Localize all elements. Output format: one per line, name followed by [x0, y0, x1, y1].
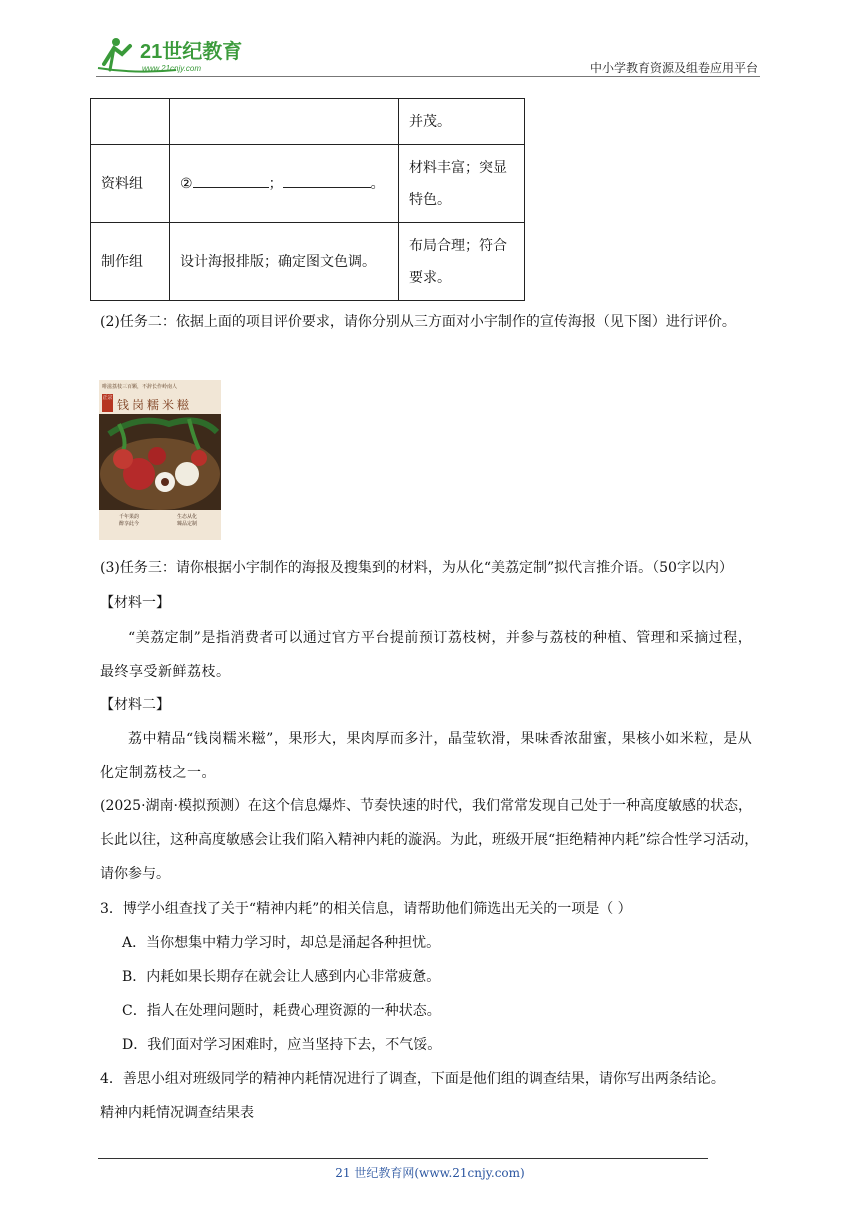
table-row: [91, 223, 525, 301]
task3-text: (3)任务三：请你根据小宇制作的海报及搜集到的材料，为从化“美荔定制”拟代言推介语。（50字以内）: [100, 560, 733, 576]
task2-text: (2)任务二：依据上面的项目评价要求，请你分别从三方面对小宇制作的宣传海报（见下图）进行评价。: [100, 314, 736, 330]
activity-intro: (2025·湖南·模拟预测）在这个信息爆炸、节奏快速的时代，我们常常发现自己处于一种高度敏感的状态，长此以往，这种高度敏感会让我们陷入精神内耗的漩涡。为此，班级开展“拒绝精神内耗”综合性学习活动，请你参与。: [100, 798, 759, 882]
option-a[interactable]: A．当你想集中精力学习时，却总是涌起各种担忧。: [122, 935, 441, 951]
poster-caption-left: 千年果韵 醉享此今: [119, 514, 140, 527]
header-divider: [96, 76, 760, 77]
platform-name: 中小学教育资源及组卷应用平台: [589, 61, 758, 75]
option-c[interactable]: C．指人在处理问题时，耗费心理资源的一种状态。: [122, 1003, 441, 1019]
lychee-poster: [99, 380, 221, 540]
group-cell: 制作组: [91, 223, 170, 301]
criteria-cell: 布局合理；符合 要求。: [399, 223, 525, 301]
logo-url: www.21cnjy.com: [142, 64, 201, 73]
page-header: [96, 30, 760, 78]
option-b[interactable]: B．内耗如果长期存在就会让人感到内心非常疲惫。: [122, 969, 441, 985]
poster-badge: 正宗: [102, 394, 113, 412]
survey-table-title: 精神内耗情况调查结果表: [100, 1105, 254, 1121]
footer-divider: [98, 1158, 708, 1159]
answer-blank[interactable]: [193, 173, 269, 188]
lychee-photo: [99, 414, 221, 510]
logo-text: 21世纪教育: [140, 41, 243, 63]
poster-top-text: 啡滋荔枝三百颗，不辞长作岭南人: [102, 384, 178, 390]
group-cell: [91, 99, 170, 145]
evaluation-table: [90, 98, 525, 301]
material1-text: “美荔定制”是指消费者可以通过官方平台提前预订荔枝树，并参与荔枝的种植、管理和采摘过程，最终享受新鲜荔枝。: [100, 630, 753, 680]
material2-text: 荔中精品“钱岗糯米糍”，果形大，果肉厚而多汁，晶莹软滑，果味香浓甜蜜，果核小如米粒，是从化定制荔枝之一。: [100, 731, 753, 781]
task-cell: [170, 99, 399, 145]
poster-caption-right: 生态从化 臻品定制: [177, 514, 198, 527]
poster-title: 钱岗糯米糍: [117, 398, 193, 412]
answer-blank[interactable]: [283, 173, 371, 188]
task-cell: 设计海报排版；确定图文色调。: [170, 223, 399, 301]
table-row: [91, 99, 525, 145]
criteria-cell: 并茂。: [399, 99, 525, 145]
group-cell: 资料组: [91, 145, 170, 223]
table-row: [91, 145, 525, 223]
question-4-stem: 4．善思小组对班级同学的精神内耗情况进行了调查，下面是他们组的调查结果，请你写出两条结论。: [100, 1071, 725, 1087]
page-footer: 21 世纪教育网(www.21cnjy.com): [335, 1166, 525, 1180]
site-logo: [96, 34, 256, 74]
option-d[interactable]: D．我们面对学习困难时，应当坚持下去，不气馁。: [122, 1037, 442, 1053]
task-cell: ② ； 。: [170, 145, 399, 223]
material1-heading: 【材料一】: [100, 595, 170, 611]
material2-heading: 【材料二】: [100, 697, 170, 713]
criteria-cell: 材料丰富；突显 特色。: [399, 145, 525, 223]
question-3-stem: 3．博学小组查找了关于“精神内耗”的相关信息，请帮助他们筛选出无关的一项是（ ）: [100, 901, 632, 917]
